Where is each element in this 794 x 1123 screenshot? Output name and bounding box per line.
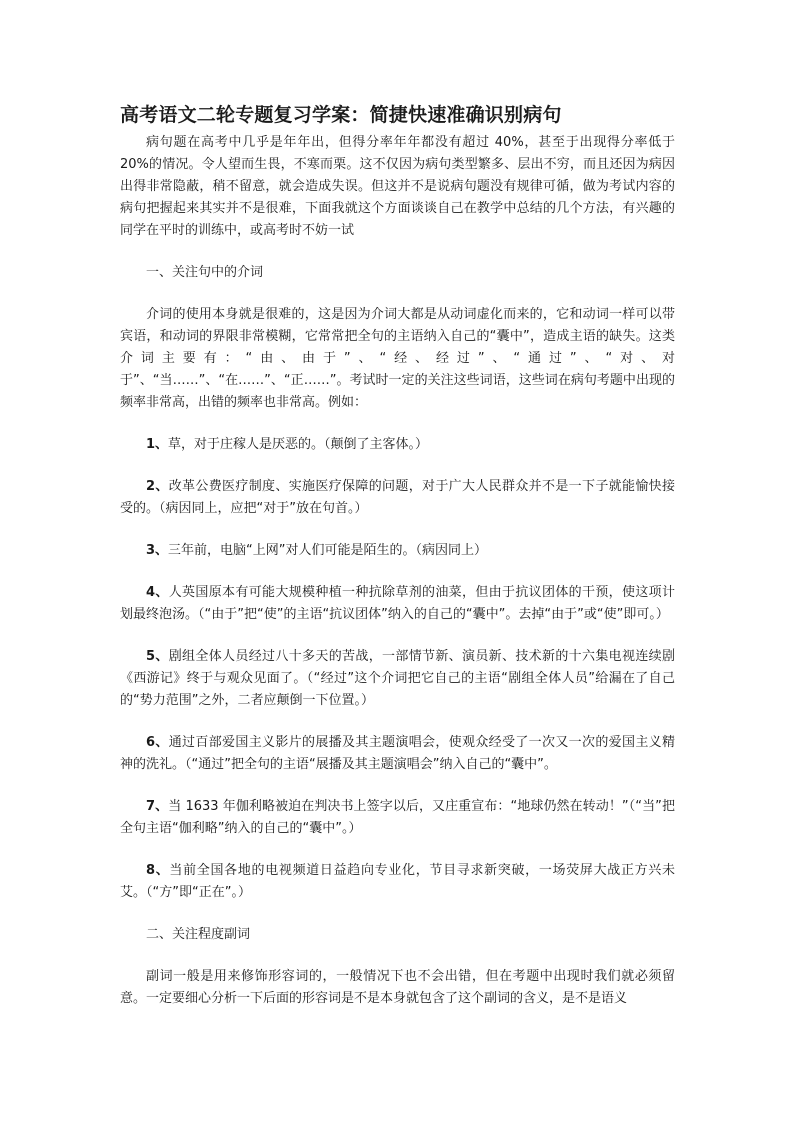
example-text: 通过百部爱国主义影片的展播及其主题演唱会，使观众经受了一次又一次的爱国主义精神的洗礼。（“通过”把全句的主语“展播及其主题演唱会”纳入自己的“囊中”。 xyxy=(120,735,675,772)
example-number: 6、 xyxy=(146,735,169,750)
example-text: 人英国原本有可能大规模种植一种抗除草剂的油菜，但由于抗议团体的干预，使这项计划最终泡汤。（“由于”把“使”的主语“抗议团体”纳入的自己的“囊中”。去掉“由于”或“使”即可。） xyxy=(120,585,675,622)
example-2 xyxy=(120,476,675,520)
example-text: 草，对于庄稼人是厌恶的。（颠倒了主客体。） xyxy=(168,437,429,452)
section-2-body: 副词一般是用来修饰形容词的，一般情况下也不会出错，但在考题中出现时我们就必须留意。一定要细心分析一下后面的形容词是不是本身就包含了这个副词的含义，是不是语义 xyxy=(120,969,675,1006)
example-text: 三年前，电脑“上网”对人们可能是陌生的。（病因同上） xyxy=(168,543,488,558)
example-1 xyxy=(120,434,675,456)
example-3 xyxy=(120,540,675,562)
example-4 xyxy=(120,582,675,626)
example-text: 剧组全体人员经过八十多天的苦战，一部情节新、演员新、技术新的十六集电视连续剧《西游记》终于与观众见面了。（“经过”这个介词把它自己的主语“剧组全体人员”给漏在了自己的“势力范围”之外，二者应颠倒一下位置。） xyxy=(120,649,675,708)
example-number: 3、 xyxy=(146,543,169,558)
example-7 xyxy=(120,796,675,840)
example-6 xyxy=(120,732,675,776)
example-text: 当前全国各地的电视频道日益趋向专业化，节目寻求新突破，一场荧屏大战正方兴未艾。（“方”即“正在”。） xyxy=(120,863,675,900)
document-page xyxy=(120,102,675,1010)
example-number: 8、 xyxy=(146,863,170,878)
section-1-body: 介词的使用本身就是很难的，这是因为介词大都是从动词虚化而来的，它和动词一样可以带宾语，和动词的界限非常模糊，它常常把全句的主语纳入自己的“囊中”，造成主语的缺失。这类介词主要有：“由、由于”、“经、经过”、“通过”、“对、对于”、“当……”、“在……”、“正……”。考试时一定的关注这些词语，这些词在病句考题中出现的频率非常高，出错的频率也非常高。例如： xyxy=(120,307,675,410)
section-2-heading: 二、关注程度副词 xyxy=(146,927,251,942)
example-text: 当 1633 年伽利略被迫在判决书上签字以后，又庄重宣布：“地球仍然在转动！”（“当”把全句主语“伽利略”纳入的自己的“囊中”。） xyxy=(120,799,675,836)
example-number: 2、 xyxy=(146,479,169,494)
example-number: 7、 xyxy=(146,799,169,814)
example-number: 5、 xyxy=(146,649,169,664)
intro-paragraph: 病句题在高考中几乎是年年出，但得分率年年都没有超过 40%，甚至于出现得分率低于20%的情况。令人望而生畏，不寒而栗。这不仅因为病句类型繁多、层出不穷，而且还因为病因出得非常隐蔽，稍不留意，就会造成失误。但这并不是说病句题没有规律可循，做为考试内容的病句把握起来其实并不是很难，下面我就这个方面谈谈自己在教学中总结的几个方法，有兴趣的同学在平时的训练中，或高考时不妨一试 xyxy=(120,135,675,238)
example-text: 改革公费医疗制度、实施医疗保障的问题，对于广大人民群众并不是一下子就能愉快接受的。（病因同上，应把“对于”放在句首。） xyxy=(120,479,675,516)
example-number: 1、 xyxy=(146,437,169,452)
section-1-heading: 一、关注句中的介词 xyxy=(146,265,264,280)
example-5 xyxy=(120,646,675,712)
document-title: 高考语文二轮专题复习学案：简捷快速准确识别病句 xyxy=(120,104,562,126)
example-number: 4、 xyxy=(146,585,169,600)
example-8 xyxy=(120,860,675,904)
